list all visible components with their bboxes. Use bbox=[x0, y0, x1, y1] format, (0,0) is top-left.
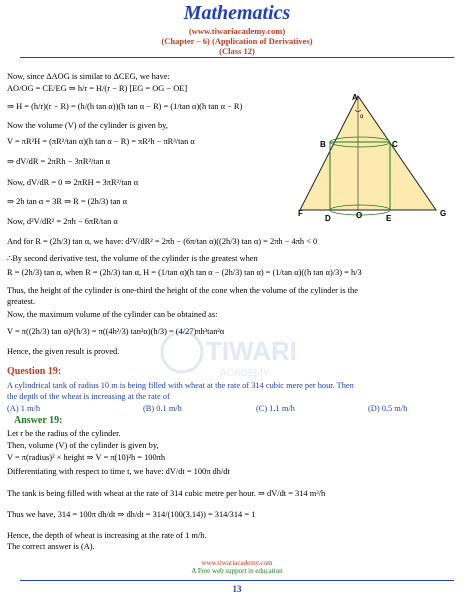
question-text: A cylindrical tank of radius 10 m is being filled with wheat at the rate of 314 cubic mere per hour. Then bbox=[7, 381, 354, 390]
answer-line: The correct answer is (A). bbox=[7, 542, 95, 551]
answer-line: Differentiating with respect to time t, we have: dV/dt = 100π dh/dt bbox=[7, 467, 230, 476]
page-number: 13 bbox=[232, 584, 242, 594]
option-a: (A) 1 m/h bbox=[7, 404, 41, 413]
solution-line: ⇒ dV/dR = 2πRh − 3πR²/tan α bbox=[7, 157, 111, 166]
watermark-circle bbox=[162, 332, 202, 372]
solution-line: Now the volume (V) of the cylinder is given by, bbox=[7, 121, 168, 130]
option-b: (B) 0.1 m/h bbox=[143, 404, 182, 413]
answer-line: Then, volume (V) of the cylinder is given by, bbox=[7, 441, 159, 450]
label-g: G bbox=[440, 209, 447, 218]
answer-label: Answer 19: bbox=[14, 415, 63, 426]
watermark-subtext: ACADEMY bbox=[220, 368, 270, 379]
solution-line: ⇒ H = (h/r)(r − R) = (h/(h tan α))(h tan α − R) = (1/tan α)(h tan α − R) bbox=[7, 102, 243, 111]
option-d: (D) 0.5 m/h bbox=[368, 404, 408, 413]
solution-line: ∴By second derivative test, the volume of the cylinder is the greatest when bbox=[7, 254, 258, 263]
solution-line: AO/OG = CE/EG ⇒ h/r = H/(r − R) [EG = OG − OE] bbox=[7, 84, 188, 93]
answer-line: The tank is being filled with wheat at the rate of 314 cubic metre per hour. ⇒ dV/dt = 314 m³/h bbox=[7, 489, 326, 498]
label-e: E bbox=[386, 214, 392, 223]
question-text: the depth of the wheat is increasing at the rate of bbox=[7, 392, 170, 401]
watermark-text: TIWARI bbox=[206, 336, 297, 366]
label-a: A bbox=[352, 93, 358, 102]
footer-url: www.tiwariacademy.com bbox=[201, 559, 273, 567]
option-c: (C) 1.1 m/h bbox=[256, 404, 295, 413]
label-o: O bbox=[356, 211, 363, 220]
cone-fill bbox=[300, 96, 436, 210]
solution-line: V = πR²H = (πR²/tan α)(h tan α − R) = πR²h − πR³/tan α bbox=[7, 137, 195, 146]
label-c: C bbox=[392, 140, 398, 149]
solution-line: Now, since ΔAOG is similar to ΔCEG, we have: bbox=[7, 72, 170, 81]
footer-rule bbox=[20, 580, 454, 581]
chapter-heading: (Chapter – 6) (Application of Derivatives) bbox=[161, 36, 313, 46]
label-alpha: α bbox=[360, 114, 364, 120]
solution-line: greatest. bbox=[7, 297, 36, 306]
solution-line: Thus, the height of the cylinder is one-third the height of the cone when the volume of the cylinder is the bbox=[7, 286, 358, 295]
solution-line: Now, the maximum volume of the cylinder can be obtained as: bbox=[7, 310, 218, 319]
solution-line: And for R = (2h/3) tan α, we have: d²V/dR² = 2πh − (6π/tan α)((2h/3) tan α) = 2πh − 4πh < 0 bbox=[7, 237, 318, 246]
label-b: B bbox=[320, 140, 326, 149]
tiwari-watermark bbox=[160, 322, 310, 392]
website-url: (www.tiwariacademy.com) bbox=[188, 26, 286, 36]
header-rule bbox=[20, 57, 454, 58]
solution-line: V = π((2h/3) tan α)²(h/3) = π((4h²/3) tan²α)(h/3) = (4/27)πh³tan²α bbox=[7, 327, 225, 336]
solution-line: R = (2h/3) tan α, when R = (2h/3) tan α, H = (1/tan α)(h tan α − (2h/3) tan α) = (1/tan α)((h tan α)/3) = h/3 bbox=[7, 268, 362, 277]
footer-tagline: A Free web support in education bbox=[191, 567, 283, 575]
page-title: Mathematics bbox=[183, 2, 291, 24]
solution-line: Now, d²V/dR² = 2πh − 6πR/tan α bbox=[7, 217, 118, 226]
answer-line: Hence, the depth of wheat is increasing at the rate of 1 m/h. bbox=[7, 531, 207, 540]
label-f: F bbox=[298, 209, 303, 218]
class-heading: (Class 12) bbox=[219, 46, 255, 56]
question-label: Question 19: bbox=[7, 366, 62, 377]
answer-line: Let r be the radius of the cylinder. bbox=[7, 429, 121, 438]
solution-line: Hence, the given result is proved. bbox=[7, 347, 120, 356]
solution-line: ⇒ 2h tan α = 3R ⇒ R = (2h/3) tan α bbox=[7, 197, 127, 206]
label-d: D bbox=[325, 214, 331, 223]
answer-line: Thus we have, 314 = 100π dh/dt ⇒ dh/dt = 314/(100(3.14)) = 314/314 = 1 bbox=[7, 510, 256, 519]
cone-cylinder-figure bbox=[300, 88, 460, 228]
answer-line: V = π(radius)² × height ⇒ V = π(10)²h = 100πh bbox=[7, 453, 166, 462]
solution-line: Now, dV/dR = 0 ⇒ 2πRH = 3πR²/tan α bbox=[7, 178, 139, 187]
